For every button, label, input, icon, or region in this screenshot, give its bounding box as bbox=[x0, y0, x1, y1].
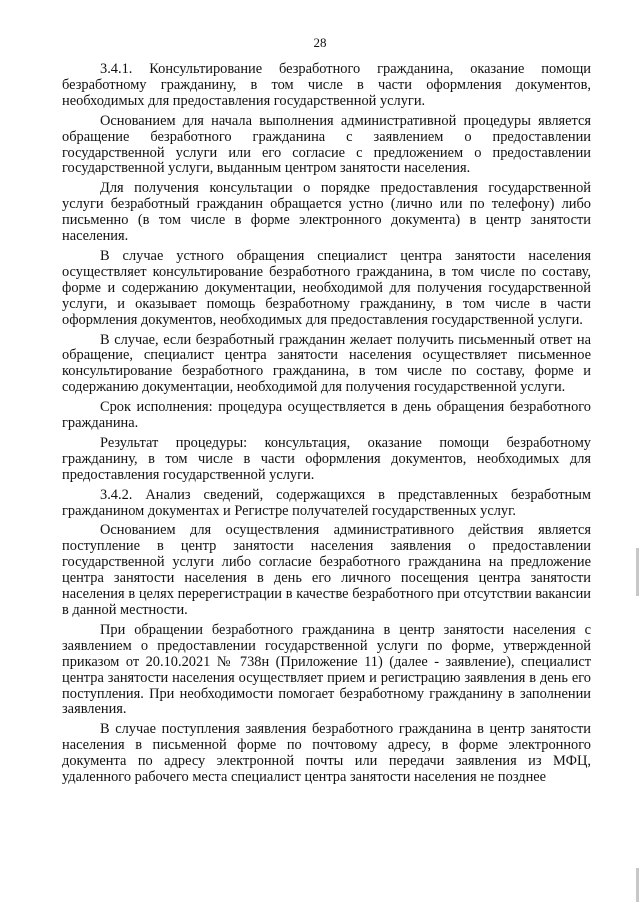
document-body bbox=[62, 62, 591, 790]
paragraph-execution-term: Срок исполнения: процедура осуществляется в день обращения безработного гражданина. bbox=[62, 399, 591, 432]
paragraph-3-4-1-heading: 3.4.1. Консультирование безработного гражданина, оказание помощи безработному гражданину, в том числе в части оформления документов, необходимых для предоставления государственной услуги. bbox=[62, 61, 591, 109]
paragraph-written-answer: В случае, если безработный гражданин желает получить письменный ответ на обращение, специалист центра занятости населения осуществляет письменное консультирование безработного гражданина, в том числе по составу, форме и содержанию документации, необходимой для получения государственной услуги. bbox=[62, 331, 591, 396]
paragraph-3-4-2-heading: 3.4.2. Анализ сведений, содержащихся в представленных безработным гражданином документах и Регистре получателей государственных услуг. bbox=[62, 486, 591, 519]
paragraph-oral-request: В случае устного обращения специалист центра занятости населения осуществляет консультирование безработного гражданина, в том числе по составу, форме и содержанию документации, необходимой для получения государственной услуги, и оказывает помощь безработному гражданину, в том числе в части оформления документов, необходимых для предоставления государственной услуги. bbox=[62, 247, 591, 328]
paragraph-action-basis: Основанием для осуществления административного действия является поступление в центр занятости населения заявления о предоставлении государственной услуги либо согласие безработного гражданина на предложение центра занятости населения в день его личного посещения центра занятости населения в целях перерегистрации в качестве безработного при отсутствии вакансии в данной местности. bbox=[62, 522, 591, 618]
scan-edge-mark-lower bbox=[636, 868, 639, 902]
scan-edge-mark-upper bbox=[636, 548, 639, 596]
paragraph-application-reception: При обращении безработного гражданина в центр занятости населения с заявлением о предоставлении государственной услуги по форме, утвержденной приказом от 20.10.2021 № 738н (Приложение 11) (далее - заявление), специалист центра занятости населения осуществляет прием и регистрацию заявления в день его поступления. При необходимости помогает безработному гражданину в заполнении заявления. bbox=[62, 621, 591, 718]
paragraph-procedure-result: Результат процедуры: консультация, оказание помощи безработному гражданину, в том числе в части оформления документов, необходимых для предоставления государственной услуги. bbox=[62, 434, 591, 483]
paragraph-consultation-request: Для получения консультации о порядке предоставления государственной услуги безработный гражданин обращается устно (лично или по телефону) либо письменно (в том числе в форме электронного документа) в центр занятости населения. bbox=[62, 180, 591, 245]
paragraph-mail-application: В случае поступления заявления безработного гражданина в центр занятости населения в письменной форме по почтовому адресу, в форме электронного документа по адресу электронной почты или передачи заявления из МФЦ, удаленного рабочего места специалист центра занятости населения не позднее bbox=[62, 721, 591, 786]
paragraph-procedure-basis: Основанием для начала выполнения административной процедуры является обращение безработного гражданина с заявлением о предоставлении государственной услуги или его согласие с предложением о предоставлении государственной услуги, выданным центром занятости населения. bbox=[62, 112, 591, 177]
page-number: 28 bbox=[313, 35, 327, 50]
